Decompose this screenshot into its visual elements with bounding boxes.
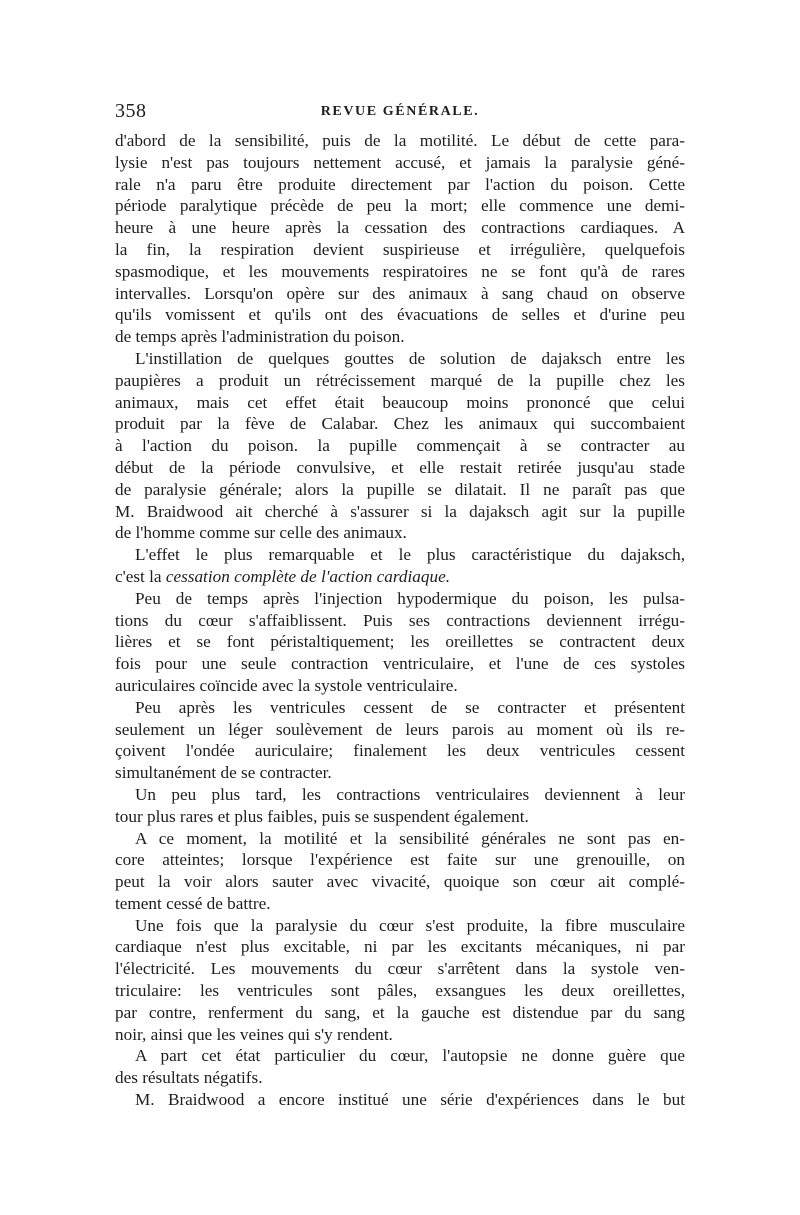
text-line: Un peu plus tard, les contractions ventriculaires deviennent à leur [135, 784, 685, 804]
text-line: intervalles. Lorsqu'on opère sur des animaux à sang chaud on observe [115, 283, 685, 303]
text-line: paupières a produit un rétrécissement marqué de la pupille chez les [115, 370, 685, 390]
text-line: par contre, renferment du sang, et la gauche est distendue par du sang [115, 1002, 685, 1022]
text-line: M. Braidwood ait cherché à s'assurer si la dajaksch agit sur la pupille [115, 501, 685, 521]
text-line: début de la période convulsive, et elle restait retirée jusqu'au stade [115, 457, 685, 477]
page-header [115, 98, 685, 124]
text-line: Une fois que la paralysie du cœur s'est produite, la fibre musculaire [135, 915, 685, 935]
text-line: tour plus rares et plus faibles, puis se suspendent également. [115, 806, 529, 826]
text-line: auriculaires coïncide avec la systole ventriculaire. [115, 675, 458, 695]
text-line: de temps après l'administration du poison. [115, 327, 405, 347]
page-number: 358 [115, 100, 147, 122]
text-line: L'effet le plus remarquable et le plus caractéristique du dajaksch, [135, 545, 685, 565]
italic-text-run: cessation complète de l'action cardiaque. [161, 566, 451, 586]
text-line: l'électricité. Les mouvements du cœur s'arrêtent dans la systole ven- [115, 959, 685, 979]
text-line: à l'action du poison. la pupille commençait à se contracter au [115, 436, 685, 456]
text-line: noir, ainsi que les veines qui s'y rendent. [115, 1024, 393, 1044]
text-line: rale n'a paru être produite directement par l'action du poison. Cette [115, 174, 685, 194]
text-line: tement cessé de battre. [115, 893, 271, 913]
running-head: REVUE GÉNÉRALE. [320, 104, 480, 119]
text-line: cardiaque n'est plus excitable, ni par les excitants mécaniques, ni par [115, 937, 685, 957]
text-line: heure à une heure après la cessation des contractions cardiaques. A [115, 218, 685, 238]
text-line: de paralysie générale; alors la pupille se dilatait. Il ne paraît pas que [115, 479, 685, 499]
text-line: spasmodique, et les mouvements respiratoires ne se font qu'à de rares [115, 261, 685, 281]
text-line: animaux, mais cet effet était beaucoup moins prononcé que celui [115, 392, 685, 412]
text-line: A part cet état particulier du cœur, l'autopsie ne donne guère que [135, 1046, 685, 1066]
text-line: peut la voir alors sauter avec vivacité, quoique son cœur ait complé- [115, 872, 685, 892]
text-line: çoivent l'ondée auriculaire; finalement les deux ventricules cessent [115, 741, 685, 761]
text-line: Peu de temps après l'injection hypodermique du poison, les pulsa- [135, 588, 685, 608]
text-line: core atteintes; lorsque l'expérience est faite sur une grenouille, on [115, 850, 685, 870]
text-line: M. Braidwood a encore institué une série d'expériences dans le but [135, 1090, 685, 1110]
text-line: la fin, la respiration devient suspirieuse et irrégulière, quelquefois [115, 239, 685, 259]
text-line: lières et se font péristaltiquement; les oreillettes se contractent deux [115, 632, 685, 652]
text-line: d'abord de la sensibilité, puis de la motilité. Le début de cette para- [115, 131, 685, 150]
text-line: fois pour une seule contraction ventriculaire, et l'une de ces systoles [115, 654, 685, 674]
text-run: c'est la [115, 566, 162, 586]
text-line: produit par la fève de Calabar. Chez les animaux qui succombaient [115, 414, 685, 434]
text-line: L'instillation de quelques gouttes de solution de dajaksch entre les [135, 348, 685, 368]
text-line: Peu après les ventricules cessent de se contracter et présentent [135, 697, 685, 717]
text-line [115, 566, 685, 588]
text-line: qu'ils vomissent et qu'ils ont des évacuations de selles et d'urine peu [115, 305, 685, 325]
text-line: de l'homme comme sur celle des animaux. [115, 523, 407, 543]
text-line: des résultats négatifs. [115, 1068, 263, 1088]
text-line: simultanément de se contracter. [115, 763, 332, 783]
text-line: triculaire: les ventricules sont pâles, exsangues les deux oreillettes, [115, 981, 685, 1001]
text-line: seulement un léger soulèvement de leurs parois au moment où ils re- [115, 719, 685, 739]
text-line: période paralytique précède de peu la mort; elle commence une demi- [115, 196, 685, 216]
text-line: A ce moment, la motilité et la sensibilité générales ne sont pas en- [135, 828, 685, 848]
text-line: tions du cœur s'affaiblissent. Puis ses contractions deviennent irrégu- [115, 610, 685, 630]
text-line: lysie n'est pas toujours nettement accusé, et jamais la paralysie géné- [115, 152, 685, 172]
body-text [115, 130, 685, 1111]
